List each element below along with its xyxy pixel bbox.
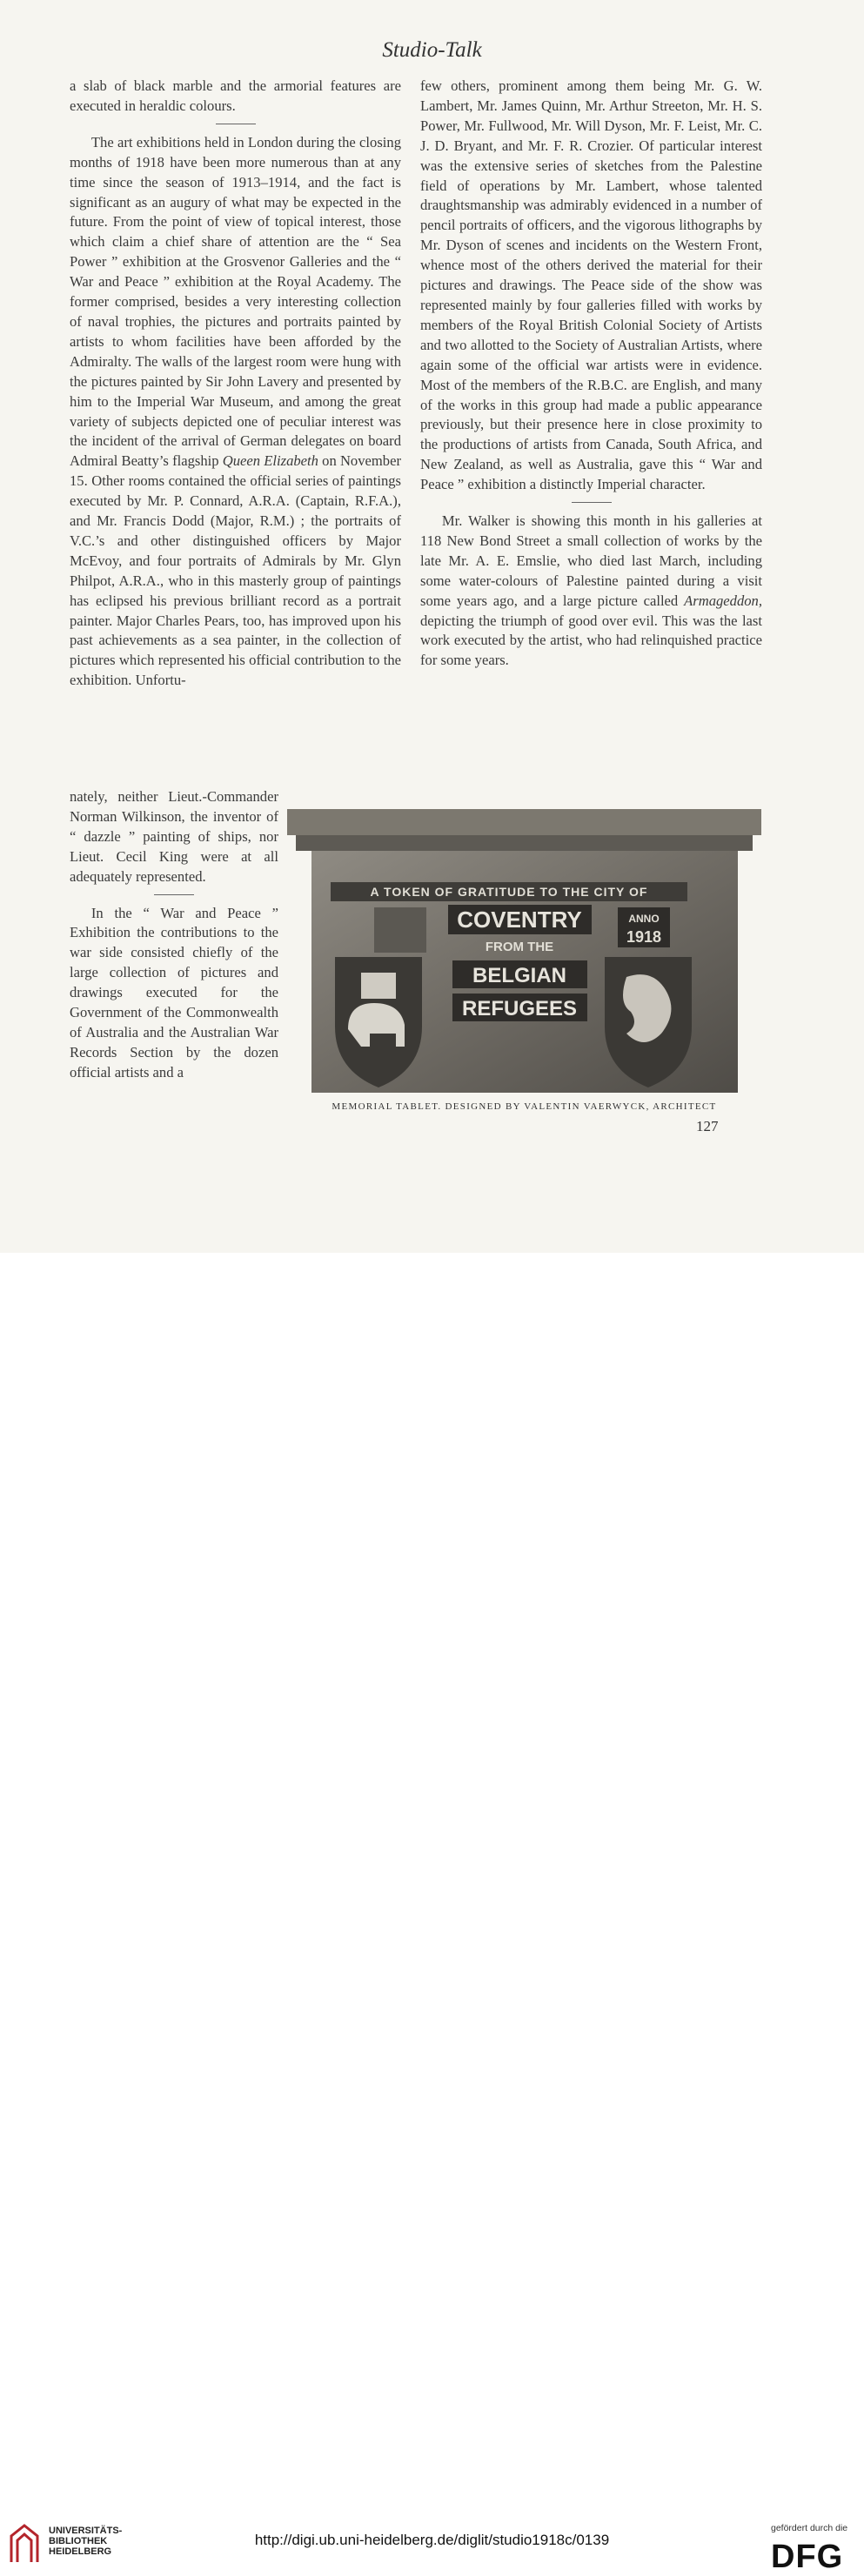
library-name-line: BIBLIOTHEK (49, 2536, 108, 2546)
section-divider (154, 894, 194, 895)
tablet-inscription-line3: FROM THE (485, 940, 554, 954)
running-head: Studio-Talk (382, 38, 482, 62)
right-column (420, 77, 762, 671)
paragraph-text: Mr. Walker is showing this month in his galleries at 118 New Bond Street a small collection of works by the late Mr. A. E. Emslie, who died last March, including some water-colours of Palestine painted during a visit some years ago, and a large picture called (420, 512, 762, 609)
tablet-anno: ANNO (628, 913, 660, 925)
permalink-url[interactable]: http://digi.ub.uni-heidelberg.de/diglit/studio1918c/0139 (254, 2532, 610, 2548)
paragraph (70, 133, 401, 691)
dfg-logo: DFG (771, 2539, 844, 2575)
paragraph-text: on November 15. Other rooms contained the official series of paintings executed by Mr. P. Connard, A.R.A. (Captain, R.F.A.), and Mr. Francis Dodd (Major, R.M.) ; the portraits of V.C.’s and other distinguished officers by Major McEvoy, and four portraits of Admirals by Mr. Glyn Philpot, A.R.A., who in this masterly group of paintings has eclipsed his previous brilliant record as a portrait painter. Major Charles Pears, too, has improved upon his past achievements as a sea painter, in the collection of pictures which represented his official contribution to the exhibition. Unfortu- (70, 452, 401, 689)
section-divider (572, 502, 612, 503)
tablet-year: 1918 (626, 928, 662, 946)
library-name-line: HEIDELBERG (49, 2546, 112, 2557)
library-name-line: UNIVERSITÄTS- (49, 2526, 123, 2536)
scanned-page (0, 0, 864, 1253)
tablet-panel-left-top (374, 907, 426, 953)
tablet-inscription-line2: COVENTRY (457, 907, 582, 933)
funded-by-label: gefördert durch die (771, 2523, 848, 2533)
page-number: 127 (696, 1118, 719, 1134)
italic-title: Queen Elizabeth (222, 452, 318, 470)
paragraph-text: The art exhibitions held in London during the closing months of 1918 have been more numerous than at any time since the season of 1913–1914, and the fact is significant as an augury of what may be expected in the future. From the point of view of topical interest, those which claim a chief share of attention are the “ Sea Power ” exhibition at the Grosvenor Galleries and the “ War and Peace ” exhibition at the Royal Academy. The former comprised, besides a very interesting collection of naval trophies, the pictures and portraits painted by artists to whom facilities have been afforded by the Admiralty. The walls of the largest room were hung with the pictures painted by Sir John Lavery and presented by him to the Imperial War Museum, and among the great variety of subjects depicted one of peculiar interest was the incident of the arrival of German delegates on board Admiral Beatty’s flagship (70, 133, 401, 470)
paragraph-text: depicting the triumph of good over evil. This was the last work executed by the artist, who had relinquished practice for some years. (420, 612, 762, 669)
tablet-inscription-line4: BELGIAN (472, 964, 566, 987)
tablet-inscription-line5: REFUGEES (461, 997, 578, 1020)
paragraph: few others, prominent among them being Mr. G. W. Lambert, Mr. James Quinn, Mr. Arthur Streeton, Mr. H. S. Power, Mr. Fullwood, Mr. Will Dyson, Mr. F. Leist, Mr. C. J. D. Bryant, and Mr. F. R. Crozier. Of particular interest was the extensive series of sketches from the Palestine field of operations by Mr. Lambert, whose talented draughtsmanship was admirably evidenced in a number of pencil portraits of officers, and the vigorous lithographs by Mr. Dyson of scenes and incidents on the Western Front, whence most of the others derived the material for their pictures and drawings. The Peace side of the show was represented mainly by four galleries filled with works by members of the Royal British Colonial Society of Artists and two allotted to the Society of Australian Artists, where again some of the official war artists were in evidence. Most of the members of the R.B.C. are English, and many of the works in this group had made a public appearance previously, but their presence here in close proximity to the productions of artists from Canada, South Africa, and New Zealand, as well as Australia, gave this “ War and Peace ” exhibition a distinctly Imperial character. (420, 77, 762, 493)
tablet-cornice (287, 809, 761, 835)
memorial-tablet-photo (287, 807, 761, 1094)
left-column (70, 77, 401, 691)
left-column-narrow (70, 787, 278, 1083)
paragraph: nately, neither Lieut.-Commander Norman Wilkinson, the inventor of “ dazzle ” painting of ships, nor Lieut. Cecil King were at all adequately represented. (70, 788, 278, 885)
tablet-cornice-band (296, 835, 753, 851)
figure-caption: MEMORIAL TABLET. DESIGNED BY VALENTIN VAERWYCK, ARCHITECT (332, 1101, 717, 1112)
paragraph: a slab of black marble and the armorial features are executed in heraldic colours. (70, 77, 401, 114)
castle-icon (361, 973, 396, 999)
paragraph (420, 512, 762, 671)
italic-title: Armageddon, (684, 592, 762, 609)
digitization-footer (0, 1253, 864, 2575)
paragraph: In the “ War and Peace ” Exhibition the contributions to the war side consisted chiefly of the large collection of pictures and drawings executed for the Government of the Commonwealth of Australia and the Australian War Records Section by the dozen official artists and a (70, 904, 278, 1081)
tablet-inscription-line1: A TOKEN OF GRATITUDE TO THE CITY OF (370, 885, 648, 899)
